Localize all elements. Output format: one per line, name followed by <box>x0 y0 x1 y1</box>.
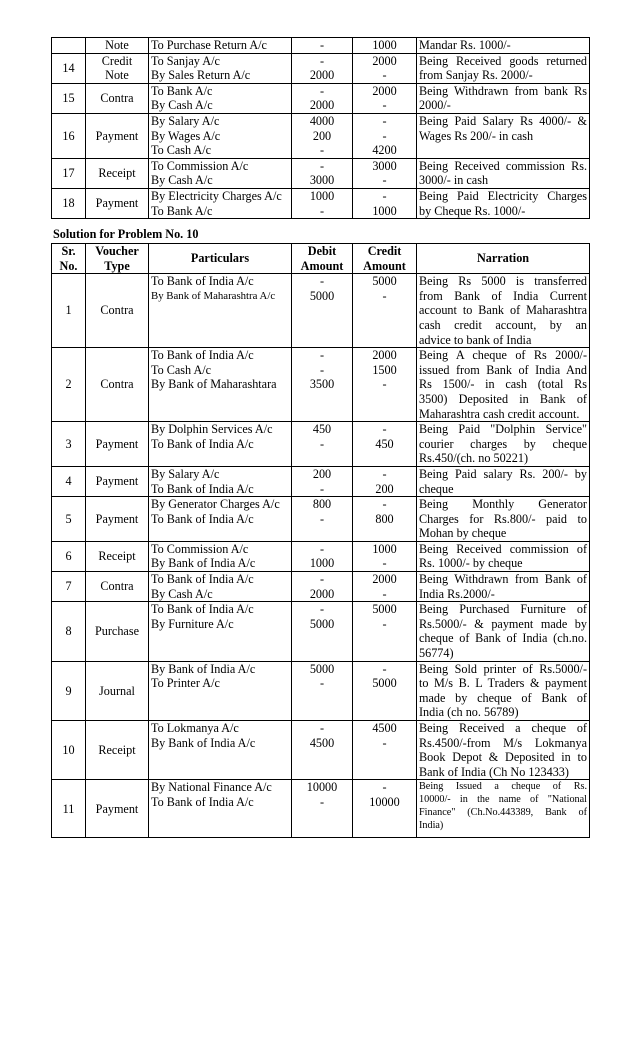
narration-cell <box>417 188 590 218</box>
sr-no-cell: 10 <box>52 721 86 780</box>
debit-cell <box>292 348 353 422</box>
account-line: By Bank of India A/c <box>151 556 256 571</box>
narration-line: from Bank of India Current <box>419 288 587 303</box>
table-row <box>52 661 590 720</box>
narration-line: Mohan by cheque <box>419 526 507 541</box>
credit-cell <box>353 541 417 571</box>
narration-line: India (ch no. 56789) <box>419 705 519 720</box>
narration-line: 3000/- in cash <box>419 173 489 188</box>
narration-line: Being Paid salary Rs. 200/- by <box>419 466 587 481</box>
credit-cell <box>353 274 417 348</box>
particulars-cell <box>149 572 292 602</box>
account-line: By Bank of Maharashtara <box>151 377 277 392</box>
debit-cell <box>292 83 353 113</box>
credit-amount: 200 <box>375 481 394 496</box>
debit-amount: - <box>319 541 325 556</box>
narration-line: Rs.5000/- & payment made by <box>419 616 587 631</box>
credit-amount: - <box>382 556 387 571</box>
account-line: To Bank A/c <box>151 203 213 218</box>
credit-amount: - <box>382 735 387 750</box>
debit-cell <box>292 497 353 542</box>
voucher-type-cell: Purchase <box>86 602 149 661</box>
sr-no-cell: 18 <box>52 188 86 218</box>
debit-cell <box>292 274 353 348</box>
credit-cell <box>353 348 417 422</box>
credit-amount: - <box>382 377 387 392</box>
particulars-cell <box>149 83 292 113</box>
debit-cell <box>292 661 353 720</box>
header-particulars: Particulars <box>149 244 292 274</box>
narration-line: by Cheque Rs. 1000/- <box>419 203 526 218</box>
debit-amount: 5000 <box>309 288 335 303</box>
debit-amount: - <box>319 38 325 52</box>
credit-amount: - <box>382 422 387 437</box>
debit-amount: 1000 <box>309 556 335 571</box>
table-row <box>52 83 590 113</box>
particulars-cell <box>149 661 292 720</box>
header-debit-amount: Debit Amount <box>292 244 353 274</box>
voucher-type-cell: Payment <box>86 497 149 542</box>
voucher-table-header <box>52 244 590 274</box>
credit-amount: - <box>382 466 387 481</box>
header-credit-amount: Credit Amount <box>353 244 417 274</box>
credit-amount: 450 <box>375 436 394 451</box>
particulars-cell <box>149 466 292 496</box>
credit-amount: 2000 <box>372 83 397 98</box>
voucher-type-cell: Receipt <box>86 158 149 188</box>
credit-cell <box>353 661 417 720</box>
narration-cell <box>417 572 590 602</box>
table-row <box>52 780 590 838</box>
narration-line: Being Monthly Generator <box>419 497 587 512</box>
narration-line: to M/s B. L Traders & payment <box>419 676 587 691</box>
voucher-type-cell: Contra <box>86 572 149 602</box>
debit-amount: 3500 <box>309 377 335 392</box>
narration-line: India) <box>419 820 444 832</box>
account-line: By Electricity Charges A/c <box>151 188 282 203</box>
account-line: To Bank of India A/c <box>151 481 254 496</box>
account-line: By Sales Return A/c <box>151 68 251 83</box>
voucher-type-cell: Contra <box>86 83 149 113</box>
narration-cell <box>417 274 590 348</box>
account-line: To Purchase Return A/c <box>151 38 267 52</box>
credit-amount: 4200 <box>372 143 397 158</box>
voucher-type-cell: Payment <box>86 780 149 838</box>
table-row <box>52 541 590 571</box>
credit-amount: 10000 <box>369 794 400 809</box>
credit-amount: - <box>382 661 387 676</box>
narration-line: courier charges by cheque <box>419 436 587 451</box>
voucher-type-line: Credit <box>101 53 133 68</box>
particulars-cell <box>149 348 292 422</box>
narration-line: Being Issued a cheque of Rs. <box>419 781 587 793</box>
debit-amount: 2000 <box>309 68 335 83</box>
narration-line: cheque of Bank of India (ch.no. <box>419 631 587 646</box>
voucher-type-cell: Payment <box>86 466 149 496</box>
narration-line: Finance" (Ch.No.443389, Bank of <box>419 807 587 819</box>
voucher-type-cell: Payment <box>86 113 149 158</box>
narration-line: Being Received commission of <box>419 541 587 556</box>
credit-cell <box>353 188 417 218</box>
credit-amount: 5000 <box>372 676 397 691</box>
sr-no-cell: 17 <box>52 158 86 188</box>
voucher-type-cell: Journal <box>86 661 149 720</box>
narration-line: Being Received a cheque of <box>419 721 587 735</box>
narration-line: made by cheque of Bank of <box>419 690 587 705</box>
account-line: To Bank of India A/c <box>151 572 254 587</box>
particulars-cell <box>149 541 292 571</box>
sr-no-cell: 14 <box>52 53 86 83</box>
debit-cell <box>292 721 353 780</box>
account-line: By Furniture A/c <box>151 616 234 631</box>
narration-cell <box>417 38 590 54</box>
debit-cell <box>292 602 353 661</box>
credit-amount: - <box>382 68 387 83</box>
credit-amount: - <box>382 128 387 143</box>
debit-amount: - <box>319 362 325 377</box>
narration-cell <box>417 466 590 496</box>
voucher-type-cell: Payment <box>86 422 149 467</box>
credit-amount: 5000 <box>372 602 397 617</box>
credit-cell <box>353 572 417 602</box>
credit-amount: 2000 <box>372 348 397 363</box>
debit-amount: 200 <box>312 128 332 143</box>
narration-line: Being Paid "Dolphin Service" <box>419 422 587 437</box>
narration-cell <box>417 661 590 720</box>
sr-no-cell: 11 <box>52 780 86 838</box>
voucher-type-cell: Receipt <box>86 721 149 780</box>
sr-no-cell: 6 <box>52 541 86 571</box>
credit-amount: - <box>382 173 387 188</box>
narration-line: Being Sold printer of Rs.5000/- <box>419 661 587 676</box>
voucher-type-line: Note <box>105 68 129 83</box>
particulars-cell <box>149 158 292 188</box>
account-line: By Cash A/c <box>151 98 213 113</box>
table-row <box>52 572 590 602</box>
credit-amount: 3000 <box>372 158 397 173</box>
account-line: To Bank of India A/c <box>151 794 254 809</box>
narration-line: 3500) Deposited in Bank of <box>419 391 587 406</box>
table-row <box>52 602 590 661</box>
account-line: To Bank of India A/c <box>151 602 254 617</box>
particulars-cell <box>149 721 292 780</box>
debit-cell <box>292 780 353 838</box>
voucher-type-cell: Payment <box>86 188 149 218</box>
account-line: To Bank of India A/c <box>151 436 254 451</box>
debit-amount: - <box>319 602 325 617</box>
narration-line: cash credit account, by an <box>419 317 587 332</box>
particulars-cell <box>149 188 292 218</box>
credit-amount: 4500 <box>372 721 397 735</box>
table-row <box>52 38 590 54</box>
account-line: To Sanjay A/c <box>151 53 220 68</box>
credit-cell <box>353 780 417 838</box>
sr-no-cell: 5 <box>52 497 86 542</box>
debit-amount: 800 <box>312 497 332 512</box>
account-line: To Bank of India A/c <box>151 511 254 526</box>
voucher-type-cell: Receipt <box>86 541 149 571</box>
narration-line: Being A cheque of Rs 2000/- <box>419 348 587 363</box>
credit-amount: - <box>382 780 387 795</box>
narration-line: Being Rs 5000 is transferred <box>419 274 587 289</box>
header-row <box>52 244 590 274</box>
account-line: To Lokmanya A/c <box>151 721 239 735</box>
credit-amount: 1000 <box>372 38 397 52</box>
credit-cell <box>353 721 417 780</box>
narration-cell <box>417 53 590 83</box>
voucher-type-cell <box>86 53 149 83</box>
account-line: By Bank of India A/c <box>151 661 256 676</box>
sr-no-cell: 2 <box>52 348 86 422</box>
account-line: By Wages A/c <box>151 128 221 143</box>
account-line: By Cash A/c <box>151 173 213 188</box>
credit-amount: 1500 <box>372 362 397 377</box>
credit-cell <box>353 83 417 113</box>
particulars-cell <box>149 780 292 838</box>
credit-cell <box>353 53 417 83</box>
narration-cell <box>417 780 590 838</box>
narration-cell <box>417 83 590 113</box>
sr-no-cell: 16 <box>52 113 86 158</box>
table-row <box>52 422 590 467</box>
credit-amount: 5000 <box>372 274 397 289</box>
sr-no-cell: 8 <box>52 602 86 661</box>
debit-amount: - <box>319 511 325 526</box>
narration-line: Being Withdrawn from bank Rs <box>419 83 587 98</box>
credit-amount: 2000 <box>372 53 397 68</box>
voucher-type-cell: Note <box>86 38 149 54</box>
debit-amount: 2000 <box>309 98 335 113</box>
debit-amount: - <box>319 274 325 289</box>
credit-amount: - <box>382 113 387 128</box>
header-sr-no: Sr. No. <box>52 244 86 274</box>
particulars-cell <box>149 602 292 661</box>
table-row <box>52 113 590 158</box>
credit-amount: 2000 <box>372 572 397 587</box>
narration-line: Being Paid Electricity Charges <box>419 188 587 203</box>
particulars-cell <box>149 53 292 83</box>
narration-line: Maharashtra cash credit account. <box>419 406 580 421</box>
account-line: To Cash A/c <box>151 362 212 377</box>
debit-amount: 4000 <box>309 113 335 128</box>
sr-no-cell: 1 <box>52 274 86 348</box>
table-row <box>52 158 590 188</box>
narration-line: Being Purchased Furniture of <box>419 602 587 617</box>
sr-no-cell: 4 <box>52 466 86 496</box>
debit-cell <box>292 113 353 158</box>
narration-line: Rs 1500/- in cash (total Rs <box>419 377 587 392</box>
debit-cell <box>292 466 353 496</box>
debit-amount: - <box>319 481 325 496</box>
account-line: By Dolphin Services A/c <box>151 422 273 437</box>
credit-cell <box>353 422 417 467</box>
credit-amount: 1000 <box>372 203 397 218</box>
narration-cell <box>417 158 590 188</box>
narration-line: Being Withdrawn from Bank of <box>419 572 587 587</box>
narration-line: 56774) <box>419 646 454 661</box>
account-line: By Salary A/c <box>151 113 220 128</box>
account-line: To Commission A/c <box>151 158 249 173</box>
narration-line: Being Received commission Rs. <box>419 158 587 173</box>
debit-amount: 5000 <box>309 661 335 676</box>
debit-cell <box>292 53 353 83</box>
debit-amount: 200 <box>312 466 332 481</box>
narration-line: Rs.4500/-from M/s Lokmanya <box>419 735 587 750</box>
debit-amount: - <box>319 83 325 98</box>
solution-heading: Solution for Problem No. 10 <box>53 227 199 241</box>
debit-amount: 450 <box>312 422 332 437</box>
account-line: By Bank of India A/c <box>151 735 256 750</box>
table-row <box>52 348 590 422</box>
debit-cell <box>292 572 353 602</box>
narration-cell <box>417 422 590 467</box>
particulars-cell <box>149 497 292 542</box>
narration-line: Wages Rs 200/- in cash <box>419 128 534 143</box>
narration-line: account to Bank of Maharashtra <box>419 303 587 318</box>
debit-amount: - <box>319 203 325 218</box>
credit-amount: 1000 <box>372 541 397 556</box>
narration-cell <box>417 113 590 158</box>
debit-amount: - <box>319 794 325 809</box>
credit-cell <box>353 466 417 496</box>
table-row <box>52 53 590 83</box>
account-line: To Printer A/c <box>151 676 220 691</box>
table-row <box>52 274 590 348</box>
header-voucher-type: Voucher Type <box>86 244 149 274</box>
sr-no-cell <box>52 38 86 54</box>
account-line: By Salary A/c <box>151 466 220 481</box>
debit-amount: - <box>319 676 325 691</box>
debit-cell <box>292 422 353 467</box>
account-line: By Cash A/c <box>151 586 213 601</box>
table-row <box>52 188 590 218</box>
voucher-table-body <box>52 274 590 838</box>
narration-line: issued from Bank of India And <box>419 362 587 377</box>
narration-cell <box>417 602 590 661</box>
debit-amount: - <box>319 53 325 68</box>
debit-amount: - <box>319 721 325 735</box>
narration-cell <box>417 348 590 422</box>
narration-cell <box>417 721 590 780</box>
debit-amount: - <box>319 158 325 173</box>
debit-amount: 4500 <box>309 735 335 750</box>
sr-no-cell: 3 <box>52 422 86 467</box>
account-line: To Bank of India A/c <box>151 274 254 289</box>
sr-no-cell: 9 <box>52 661 86 720</box>
voucher-table <box>51 243 590 838</box>
credit-cell <box>353 497 417 542</box>
debit-amount: 10000 <box>306 780 338 795</box>
narration-line: Charges for Rs.800/- paid to <box>419 511 587 526</box>
narration-line: Mandar Rs. 1000/- <box>419 38 511 52</box>
table-row <box>52 721 590 780</box>
narration-line: Book Depot & Deposited in to <box>419 750 587 765</box>
debit-amount: 3000 <box>309 173 335 188</box>
table-row <box>52 466 590 496</box>
account-line: By National Finance A/c <box>151 780 272 795</box>
narration-cell <box>417 497 590 542</box>
account-line: By Bank of Maharashtra A/c <box>151 289 276 302</box>
narration-line: India Rs.2000/- <box>419 586 495 601</box>
narration-line: Bank of India (Ch No 123433) <box>419 764 569 779</box>
narration-line: Being Paid Salary Rs 4000/- & <box>419 113 587 128</box>
narration-line: Being Received goods returned <box>419 53 587 68</box>
account-line: To Commission A/c <box>151 541 249 556</box>
voucher-type-cell: Contra <box>86 348 149 422</box>
credit-amount: - <box>382 188 387 203</box>
previous-solution-table <box>51 37 590 219</box>
credit-amount: - <box>382 586 387 601</box>
credit-cell <box>353 113 417 158</box>
narration-cell <box>417 541 590 571</box>
debit-cell <box>292 541 353 571</box>
account-line: To Cash A/c <box>151 143 212 158</box>
account-line: To Bank A/c <box>151 83 213 98</box>
debit-amount: - <box>319 143 325 158</box>
credit-amount: - <box>382 98 387 113</box>
credit-amount: - <box>382 288 387 303</box>
credit-cell <box>353 158 417 188</box>
debit-amount: - <box>319 572 325 587</box>
previous-solution-body <box>52 38 590 219</box>
sr-no-cell: 7 <box>52 572 86 602</box>
sr-no-cell: 15 <box>52 83 86 113</box>
account-line: By Generator Charges A/c <box>151 497 280 512</box>
voucher-type-cell: Contra <box>86 274 149 348</box>
header-narration: Narration <box>417 244 590 274</box>
narration-line: 10000/- in the name of "National <box>419 794 587 806</box>
debit-amount: 5000 <box>309 616 335 631</box>
debit-amount: - <box>319 348 325 363</box>
debit-cell <box>292 188 353 218</box>
debit-cell <box>292 158 353 188</box>
table-row <box>52 497 590 542</box>
credit-amount: - <box>382 497 387 512</box>
narration-line: from Sanjay Rs. 2000/- <box>419 68 533 83</box>
credit-amount: 800 <box>375 511 394 526</box>
debit-amount: - <box>319 436 325 451</box>
credit-amount: - <box>382 616 387 631</box>
particulars-cell <box>149 38 292 54</box>
credit-cell <box>353 602 417 661</box>
narration-line: advice to bank of India <box>419 332 532 347</box>
credit-cell <box>353 38 417 54</box>
particulars-cell <box>149 274 292 348</box>
debit-amount: 1000 <box>309 188 335 203</box>
narration-line: cheque <box>419 481 454 496</box>
particulars-cell <box>149 113 292 158</box>
narration-line: Rs. 1000/- by cheque <box>419 556 523 571</box>
narration-line: 2000/- <box>419 98 451 113</box>
particulars-cell <box>149 422 292 467</box>
debit-cell <box>292 38 353 54</box>
narration-line: Rs.450/(ch. no 50221) <box>419 451 529 466</box>
debit-amount: 2000 <box>309 586 335 601</box>
account-line: To Bank of India A/c <box>151 348 254 363</box>
